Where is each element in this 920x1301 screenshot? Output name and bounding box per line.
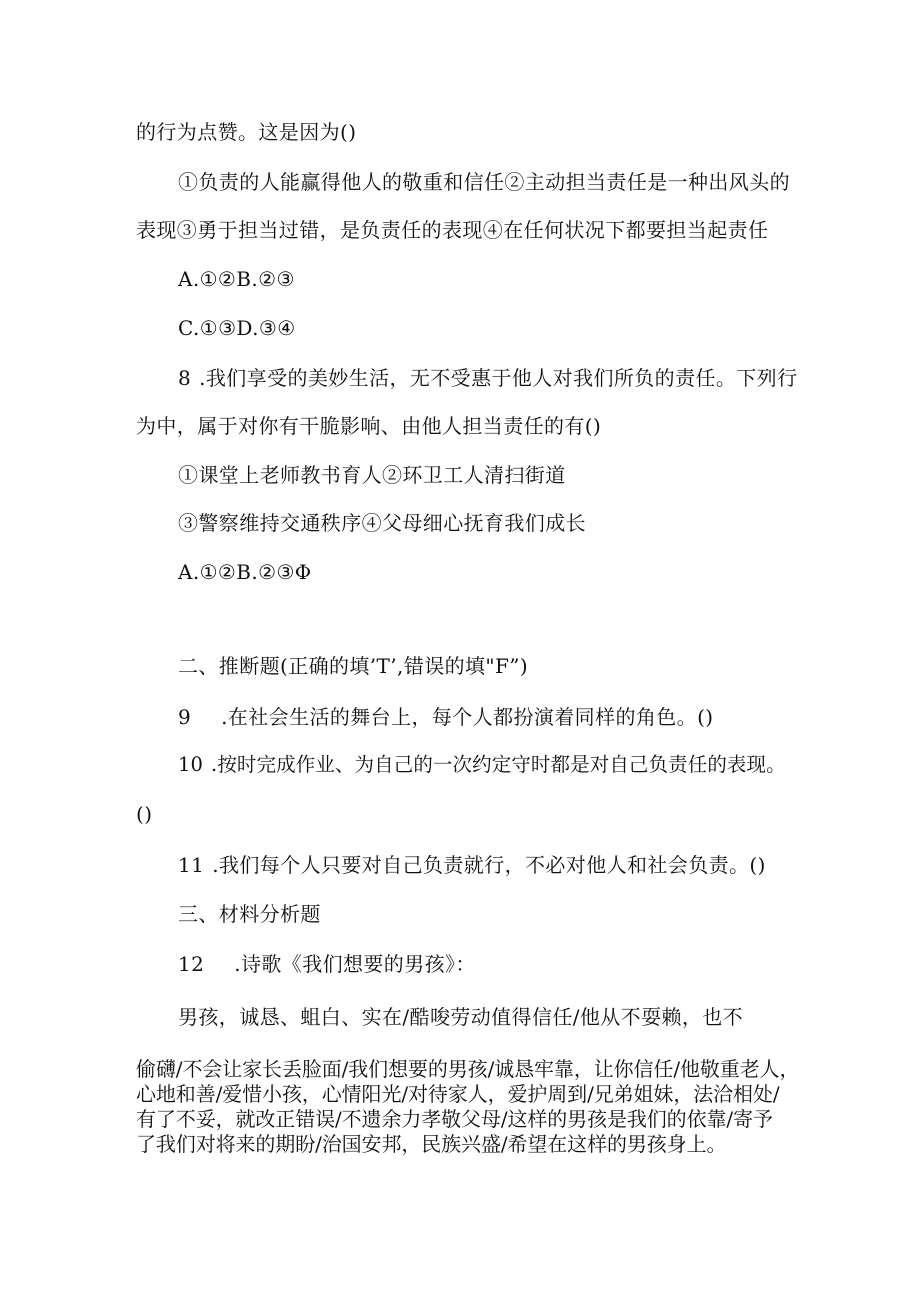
q12-poem-line-1: 男孩，诚恳、蛆白、实在/酷唆劳动值得信任/他从不耍赖，也不 bbox=[178, 1005, 744, 1029]
q12-poem-line-2: 偷礴/不会让家长丢脸面/我们想要的男孩/诚恳牢靠，让你信任/他敬重老人， bbox=[136, 1057, 800, 1081]
q12-number: 12 bbox=[178, 952, 205, 976]
q7-stem-tail: 的行为点赞。这是因为() bbox=[136, 120, 357, 144]
section-2-title: 二、推断题(正确的填’T’,错误的填"F”) bbox=[178, 654, 529, 678]
q7-option-cd: C.①③D.③④ bbox=[178, 316, 296, 340]
q12-stem bbox=[178, 952, 476, 976]
q12-poem-line-5: 了我们对将来的期盼/治国安邦，民族兴盛/希望在这样的男孩身上。 bbox=[136, 1132, 727, 1156]
q12-poem-line-3: 心地和善/爱惜小孩，心情阳光/对待家人，爱护周到/兄弟姐妹，法洽相处/ bbox=[136, 1082, 780, 1106]
q10-line bbox=[178, 753, 786, 777]
q8-stem-line-2: 为中，属于对你有干脆影响、由他人担当责任的有() bbox=[136, 414, 602, 438]
q12-poem-line-4: 有了不妥，就改正错误/不遗余力孝敬父母/这样的男孩是我们的依靠/寄予 bbox=[136, 1107, 773, 1131]
q11-line bbox=[178, 853, 766, 877]
q10-bracket: () bbox=[136, 802, 153, 826]
q9-text: .在社会生活的舞台上，每个人都扮演着同样的角色。() bbox=[221, 705, 714, 729]
q8-number: 8 bbox=[178, 366, 192, 390]
q7-statements-line-1: ①负责的人能赢得他人的敬重和信任②主动担当责任是一种出风头的 bbox=[178, 170, 790, 194]
q10-text: .按时完成作业、为自己的一次约定守时都是对自己负责任的表现。 bbox=[211, 753, 786, 776]
q8-option-ab: A.①②B.②③Φ bbox=[178, 560, 312, 584]
q7-statements-line-2: 表现③勇于担当过错，是负责任的表现④在任何状况下都要担当起责任 bbox=[136, 218, 769, 242]
q10-number: 10 bbox=[178, 753, 204, 776]
q8-stem-line-1 bbox=[178, 366, 797, 390]
q8-items-line-2: ③警察维持交通秩序④父母细心抚育我们成长 bbox=[178, 511, 586, 535]
q11-number: 11 bbox=[178, 853, 205, 877]
q11-text: .我们每个人只要对自己负责就行，不必对他人和社会负责。() bbox=[212, 853, 766, 877]
q7-option-ab: A.①②B.②③ bbox=[178, 267, 295, 291]
q9-line bbox=[178, 705, 714, 729]
section-3-title: 三、材料分析题 bbox=[178, 902, 321, 926]
q8-stem-text: .我们享受的美妙生活，无不受惠于他人对我们所负的责任。下列行 bbox=[199, 366, 798, 390]
q8-items-line-1: ①课堂上老师教书育人②环卫工人清扫街道 bbox=[178, 463, 566, 487]
q9-number: 9 bbox=[178, 705, 192, 729]
q12-stem-text: .诗歌《我们想要的男孩》： bbox=[234, 952, 476, 976]
